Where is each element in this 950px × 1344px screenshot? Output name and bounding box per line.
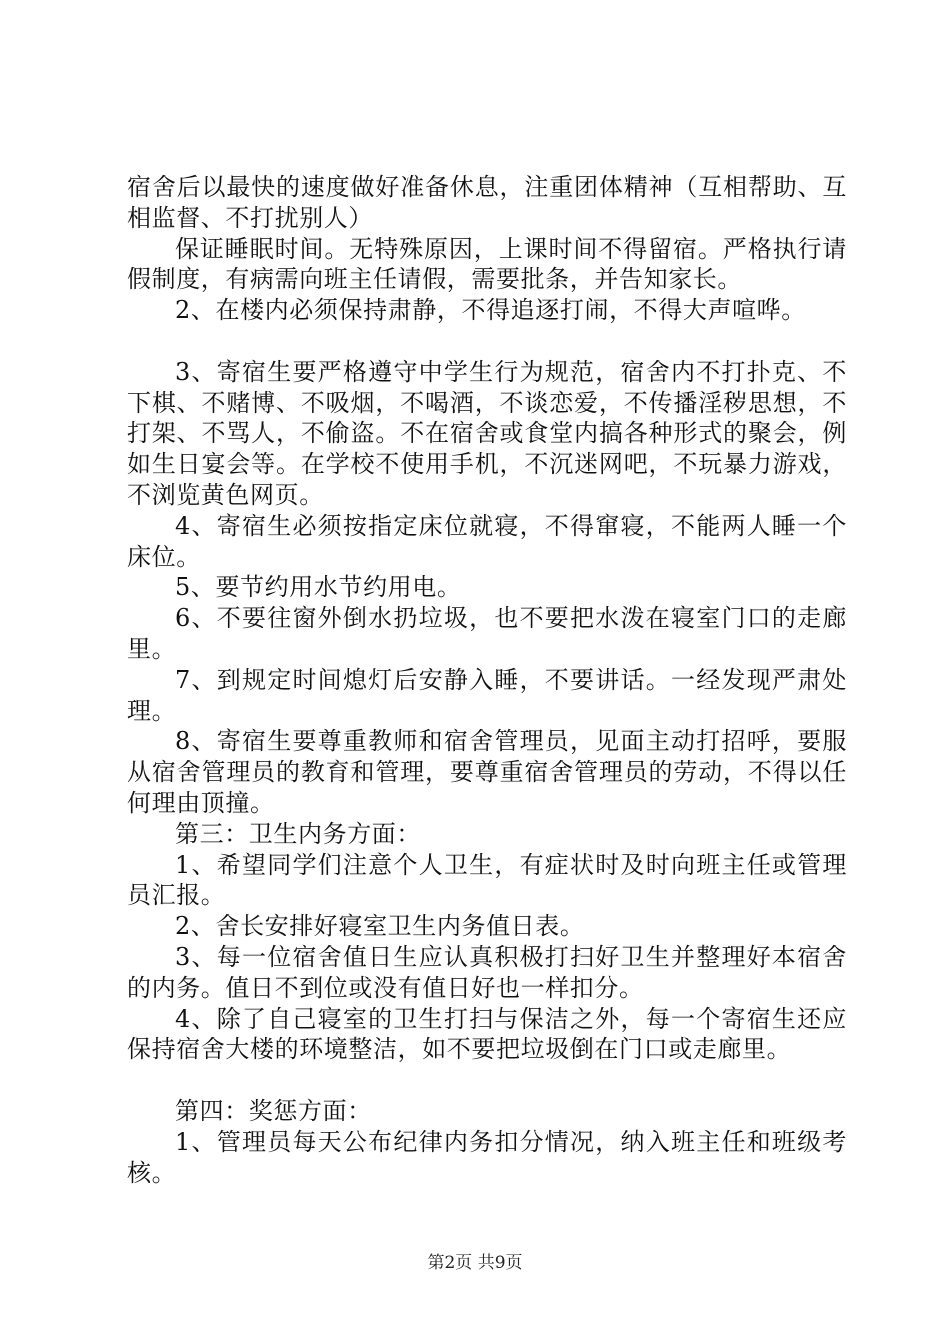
document-body bbox=[127, 172, 847, 1188]
section-heading-hygiene: 第三：卫生内务方面： bbox=[175, 819, 421, 848]
page-number: 第2页 共9页 bbox=[427, 1253, 523, 1273]
paragraph-sleep-time: 保证睡眠时间。无特殊原因，上课时间不得留宿。严格执行请假制度，有病需向班主任请假，需要批条，并告知家长。 bbox=[127, 234, 847, 294]
paragraph-hygiene-2: 2、舍长安排好寝室卫生内务值日表。 bbox=[175, 912, 585, 941]
blank-line bbox=[127, 1065, 847, 1096]
section-heading-rewards: 第四：奖惩方面： bbox=[175, 1096, 372, 1125]
paragraph-hygiene-4: 4、除了自己寝室的卫生打扫与保洁之外，每一个寄宿生还应保持宿舍大楼的环境整洁，如不要把垃圾倒在门口或走廊里。 bbox=[127, 1004, 847, 1064]
blank-line bbox=[127, 326, 847, 357]
paragraph-rule-6: 6、不要往窗外倒水扔垃圾，也不要把水泼在寝室门口的走廊里。 bbox=[127, 604, 847, 663]
paragraph-hygiene-3: 3、每一位宿舍值日生应认真积极打扫好卫生并整理好本宿舍的内务。值日不到位或没有值日好也一样扣分。 bbox=[127, 942, 847, 1002]
paragraph-rewards-1: 1、管理员每天公布纪律内务扣分情况，纳入班主任和班级考核。 bbox=[127, 1127, 847, 1187]
paragraph-rule-3: 3、寄宿生要严格遵守中学生行为规范，宿舍内不打扑克、不下棋、不赌博、不吸烟，不喝酒，不谈恋爱，不传播淫秽思想，不打架、不骂人，不偷盗。不在宿舍或食堂内搞各种形式的聚会，例如生日宴会等。在学校不使用手机，不沉迷网吧，不玩暴力游戏，不浏览黄色网页。 bbox=[127, 357, 847, 509]
paragraph-rule-7: 7、到规定时间熄灯后安静入睡，不要讲话。一经发现严肃处理。 bbox=[127, 665, 847, 725]
paragraph-rule-4: 4、寄宿生必须按指定床位就寝，不得窜寝，不能两人睡一个床位。 bbox=[127, 511, 847, 571]
paragraph-hygiene-1: 1、希望同学们注意个人卫生，有症状时及时向班主任或管理员汇报。 bbox=[127, 850, 847, 910]
paragraph-continuation: 宿舍后以最快的速度做好准备休息，注重团体精神（互相帮助、互相监督、不打扰别人） bbox=[127, 173, 847, 232]
paragraph-rule-2: 2、在楼内必须保持肃静，不得追逐打闹，不得大声喧哗。 bbox=[175, 296, 806, 325]
paragraph-rule-5: 5、要节约用水节约用电。 bbox=[175, 573, 462, 602]
paragraph-rule-8: 8、寄宿生要尊重教师和宿舍管理员，见面主动打招呼，要服从宿舍管理员的教育和管理，要尊重宿舍管理员的劳动，不得以任何理由顶撞。 bbox=[127, 727, 847, 817]
